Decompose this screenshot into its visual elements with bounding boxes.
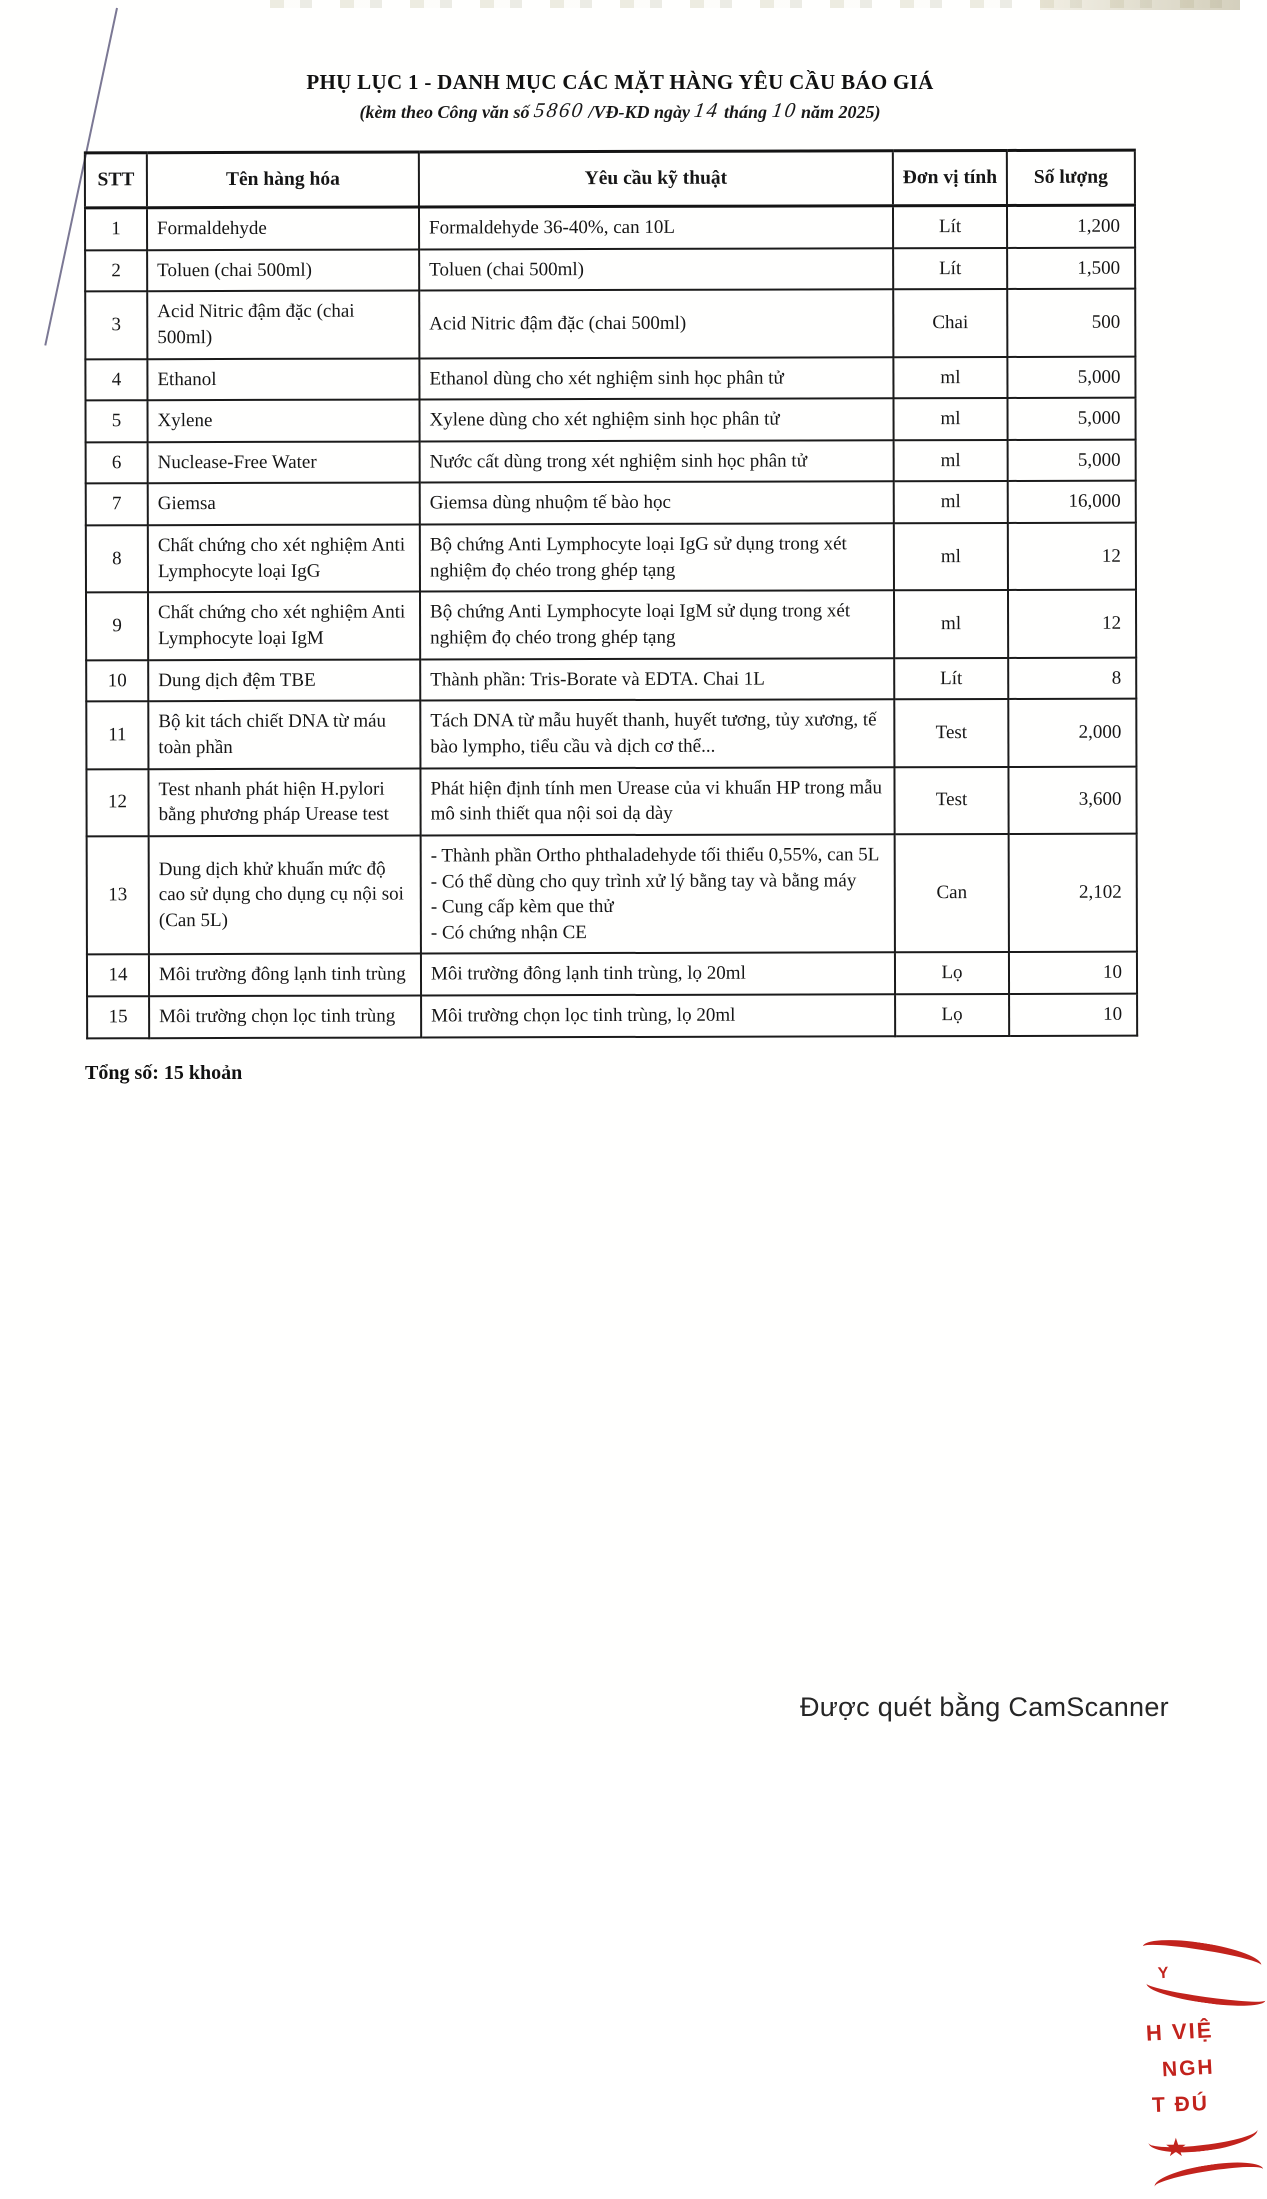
quantity-cell: 12 <box>1008 523 1136 591</box>
quantity-cell: 16,000 <box>1008 481 1136 523</box>
table-row <box>86 590 1136 660</box>
spec-cell: Toluen (chai 500ml) <box>419 248 893 291</box>
row-index-cell: 14 <box>87 955 149 997</box>
row-index-cell: 2 <box>85 250 147 292</box>
stamp-arc-upper <box>1145 1972 1267 2010</box>
table-body <box>85 205 1137 1038</box>
unit-cell: ml <box>894 523 1008 591</box>
header-unit: Đơn vị tính <box>893 150 1007 205</box>
stamp-star-icon: ★ <box>1166 2134 1186 2160</box>
header-quantity: Số lượng <box>1007 150 1135 205</box>
row-index-cell: 4 <box>85 359 147 401</box>
unit-cell: Chai <box>893 289 1007 357</box>
quantity-cell: 8 <box>1008 657 1136 699</box>
item-name-cell: Dung dịch khử khuẩn mức độ cao sử dụng cho dụng cụ nội soi (Can 5L) <box>149 835 421 954</box>
row-index-cell: 12 <box>86 769 148 836</box>
table-row <box>85 398 1135 442</box>
unit-cell: Lít <box>893 248 1007 290</box>
stamp-text-line2: NGH <box>1161 2055 1216 2082</box>
table-row <box>85 289 1135 359</box>
unit-cell: ml <box>893 398 1007 440</box>
subtitle-prefix: (kèm theo Công văn số <box>359 102 530 122</box>
item-name-cell: Giemsa <box>148 483 420 525</box>
unit-cell: Lọ <box>895 952 1009 994</box>
item-name-cell: Chất chứng cho xét nghiệm Anti Lymphocyte loại IgG <box>148 525 420 593</box>
stamp-arc-bottom <box>1153 2156 1266 2199</box>
spec-cell: Bộ chứng Anti Lymphocyte loại IgG sử dụng trong xét nghiệm đọ chéo trong ghép tạng <box>420 523 894 592</box>
spec-cell: Bộ chứng Anti Lymphocyte loại IgM sử dụng trong xét nghiệm đọ chéo trong ghép tạng <box>420 591 894 660</box>
table-row <box>85 205 1135 250</box>
handwritten-day: 14 <box>693 98 722 122</box>
quantity-cell: 5,000 <box>1007 398 1135 440</box>
row-index-cell: 11 <box>86 702 148 769</box>
spec-cell: Giemsa dùng nhuộm tế bào học <box>420 482 894 525</box>
spec-cell: Tách DNA từ mẫu huyết thanh, huyết tương, tủy xương, tế bào lympho, tiểu cầu và dịch cơ thể... <box>420 700 894 769</box>
table-row <box>87 952 1137 996</box>
row-index-cell: 5 <box>85 400 147 442</box>
subtitle-month-label: tháng <box>723 102 768 122</box>
table-row <box>87 994 1137 1038</box>
quantity-cell: 5,000 <box>1008 439 1136 481</box>
unit-cell: Lọ <box>895 994 1009 1036</box>
spec-cell: - Thành phần Ortho phthaladehyde tối thiểu 0,55%, can 5L - Có thể dùng cho quy trình xử lý bằng tay và bằng máy - Cung cấp kèm que thử - Có chứng nhận CE <box>421 834 895 954</box>
quantity-cell: 10 <box>1009 952 1137 994</box>
item-name-cell: Test nhanh phát hiện H.pylori bằng phương pháp Urease test <box>148 768 420 836</box>
table-row <box>86 657 1136 701</box>
item-name-cell: Xylene <box>147 400 419 442</box>
stamp-text-line3: T ĐÚ <box>1151 2091 1210 2117</box>
document-subtitle <box>0 99 1240 124</box>
spec-cell: Môi trường chọn lọc tinh trùng, lọ 20ml <box>421 994 895 1037</box>
unit-cell: ml <box>894 590 1008 658</box>
row-index-cell: 3 <box>85 291 147 358</box>
unit-cell: Test <box>894 699 1008 767</box>
item-name-cell: Môi trường đông lạnh tinh trùng <box>149 954 421 996</box>
quantity-cell: 500 <box>1007 289 1135 357</box>
header-stt: STT <box>85 153 147 208</box>
table-row <box>85 247 1135 291</box>
unit-cell: Test <box>894 767 1008 835</box>
spec-cell: Formaldehyde 36-40%, can 10L <box>419 206 893 249</box>
header-item-name: Tên hàng hóa <box>147 152 419 208</box>
table-row <box>85 356 1135 400</box>
unit-cell: Lít <box>893 205 1007 247</box>
quantity-cell: 1,200 <box>1007 205 1135 247</box>
spec-cell: Ethanol dùng cho xét nghiệm sinh học phân tử <box>419 357 893 400</box>
unit-cell: ml <box>894 481 1008 523</box>
quantity-cell: 1,500 <box>1007 247 1135 289</box>
quantity-cell: 10 <box>1009 994 1137 1036</box>
item-name-cell: Dung dịch đệm TBE <box>148 659 420 701</box>
table-row <box>86 699 1136 769</box>
quantity-cell: 2,000 <box>1008 699 1136 767</box>
item-name-cell: Acid Nitric đậm đặc (chai 500ml) <box>147 291 419 359</box>
spec-cell: Thành phần: Tris-Borate và EDTA. Chai 1L <box>420 658 894 701</box>
unit-cell: Lít <box>894 658 1008 700</box>
stamp-text-line1: H VIỆ <box>1145 2016 1215 2046</box>
item-name-cell: Formaldehyde <box>147 207 419 250</box>
item-name-cell: Bộ kit tách chiết DNA từ máu toàn phần <box>148 701 420 769</box>
item-name-cell: Chất chứng cho xét nghiệm Anti Lymphocyte loại IgM <box>148 592 420 660</box>
unit-cell: Can <box>895 834 1009 953</box>
row-index-cell: 7 <box>86 484 148 526</box>
quantity-cell: 3,600 <box>1008 766 1136 834</box>
header-spec: Yêu cầu kỹ thuật <box>419 151 893 207</box>
item-name-cell: Ethanol <box>147 358 419 400</box>
handwritten-month: 10 <box>770 98 799 122</box>
unit-cell: ml <box>894 440 1008 482</box>
table-row <box>86 439 1136 483</box>
document-body <box>0 0 1240 1085</box>
table-header-row <box>85 150 1135 208</box>
quantity-cell: 12 <box>1008 590 1136 658</box>
handwritten-doc-number: 5860 <box>532 98 586 122</box>
unit-cell: ml <box>893 357 1007 399</box>
table-row <box>86 523 1136 593</box>
table-row <box>87 834 1137 955</box>
stamp-arc-lower <box>1147 2114 1260 2157</box>
row-index-cell: 10 <box>86 660 148 702</box>
item-name-cell: Nuclease-Free Water <box>148 441 420 483</box>
stamp-letter: Y <box>1157 1964 1170 1983</box>
subtitle-suffix: năm 2025) <box>801 102 881 122</box>
row-index-cell: 13 <box>87 836 149 955</box>
row-index-cell: 15 <box>87 996 149 1038</box>
table-row <box>86 481 1136 525</box>
row-index-cell: 8 <box>86 525 148 592</box>
row-index-cell: 6 <box>86 442 148 484</box>
row-index-cell: 1 <box>85 208 147 250</box>
item-name-cell: Toluen (chai 500ml) <box>147 249 419 291</box>
subtitle-mid: /VĐ-KD ngày <box>588 102 690 122</box>
total-count-label: Tổng số: 15 khoản <box>85 1061 243 1084</box>
camscanner-watermark: Được quét bằng CamScanner <box>800 1692 1169 1722</box>
items-table <box>84 149 1138 1039</box>
row-index-cell: 9 <box>86 593 148 660</box>
spec-cell: Phát hiện định tính men Urease của vi khuẩn HP trong mẫu mô sinh thiết qua nội soi dạ dày <box>420 767 894 836</box>
quantity-cell: 5,000 <box>1007 356 1135 398</box>
spec-cell: Xylene dùng cho xét nghiệm sinh học phân tử <box>419 398 893 441</box>
spec-cell: Môi trường đông lạnh tinh trùng, lọ 20ml <box>421 953 895 996</box>
spec-cell: Acid Nitric đậm đặc (chai 500ml) <box>419 290 893 359</box>
document-title: PHỤ LỤC 1 - DANH MỤC CÁC MẶT HÀNG YÊU CẦU BÁO GIÁ <box>306 70 934 94</box>
item-name-cell: Môi trường chọn lọc tinh trùng <box>149 996 421 1038</box>
spec-cell: Nước cất dùng trong xét nghiệm sinh học phân tử <box>420 440 894 483</box>
table-row <box>86 766 1136 836</box>
quantity-cell: 2,102 <box>1009 834 1137 953</box>
